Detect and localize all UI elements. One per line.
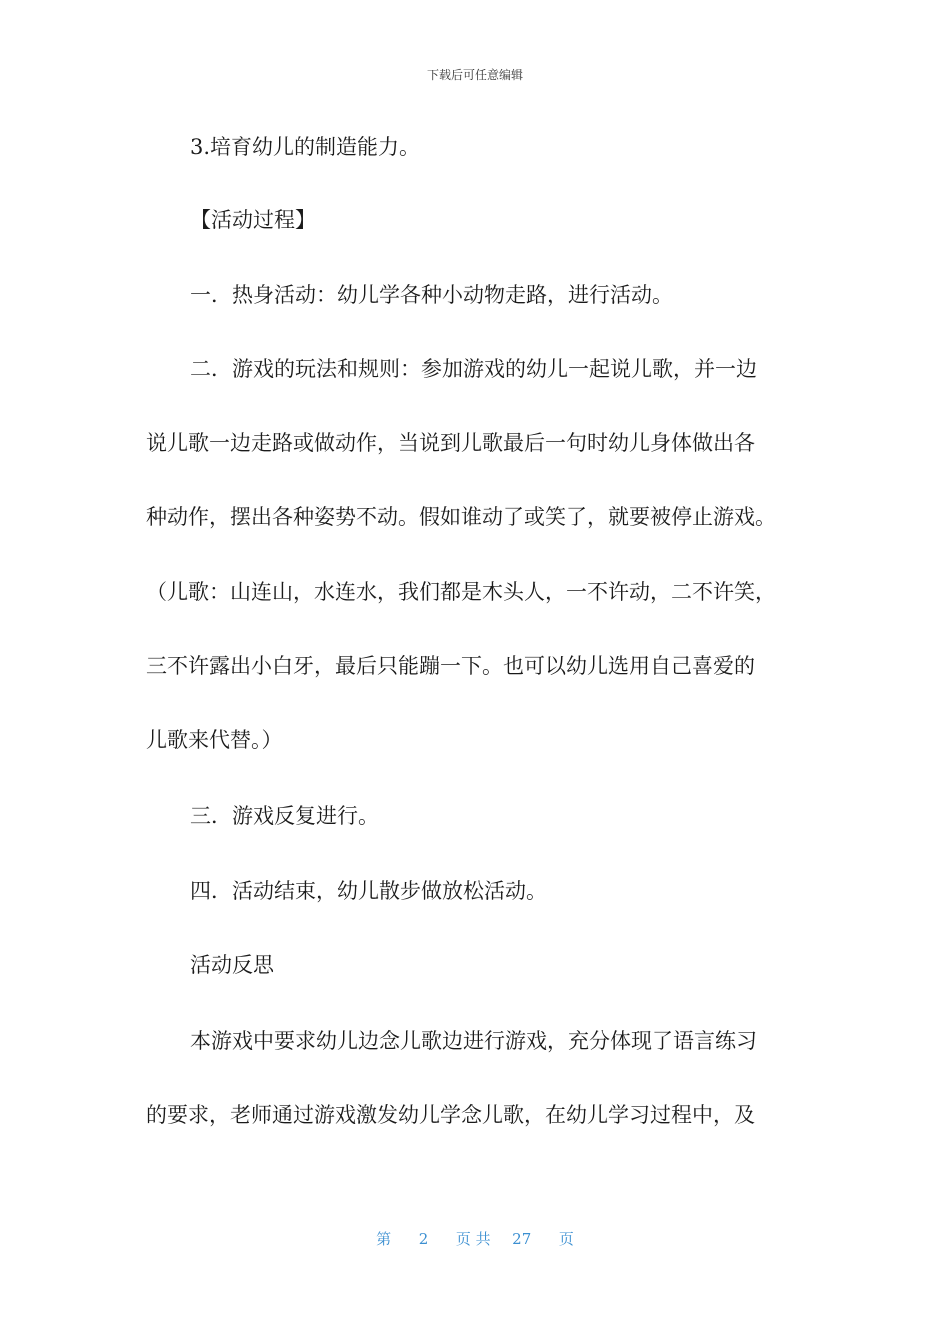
paragraph-line: （儿歌：山连山，水连水，我们都是木头人，一不许动，二不许笑， (146, 580, 776, 604)
section-heading: 【活动过程】 (190, 208, 316, 232)
paragraph-line: 的要求，老师通过游戏激发幼儿学念儿歌，在幼儿学习过程中，及 (146, 1103, 755, 1127)
paragraph-line: 说儿歌一边走路或做动作，当说到儿歌最后一句时幼儿身体做出各 (146, 431, 755, 455)
paragraph-line: 儿歌来代替。） (146, 728, 283, 752)
page-footer (0, 1228, 950, 1249)
paragraph-line: 3.培育幼儿的制造能力。 (190, 135, 421, 159)
paragraph-line: 四．活动结束，幼儿散步做放松活动。 (190, 879, 547, 903)
page-header: 下载后可任意编辑 (426, 68, 523, 82)
paragraph-line: 种动作，摆出各种姿势不动。假如谁动了或笑了，就要被停止游戏。 (146, 505, 776, 529)
paragraph-line: 三不许露出小白牙，最后只能蹦一下。也可以幼儿选用自己喜爱的 (146, 654, 755, 678)
paragraph-line: 二．游戏的玩法和规则：参加游戏的幼儿一起说儿歌，并一边 (190, 357, 757, 381)
section-heading: 活动反思 (190, 953, 274, 977)
paragraph-line: 一．热身活动：幼儿学各种小动物走路，进行活动。 (190, 283, 673, 307)
paragraph-line: 本游戏中要求幼儿边念儿歌边进行游戏，充分体现了语言练习 (190, 1029, 757, 1053)
footer-prefix: 第 (376, 1230, 392, 1248)
footer-page-number: 2 (418, 1230, 429, 1248)
paragraph-line: 三．游戏反复进行。 (190, 804, 379, 828)
footer-suffix: 页 (558, 1230, 574, 1248)
footer-total-pages: 27 (512, 1230, 532, 1248)
footer-middle: 页 共 (455, 1230, 491, 1248)
